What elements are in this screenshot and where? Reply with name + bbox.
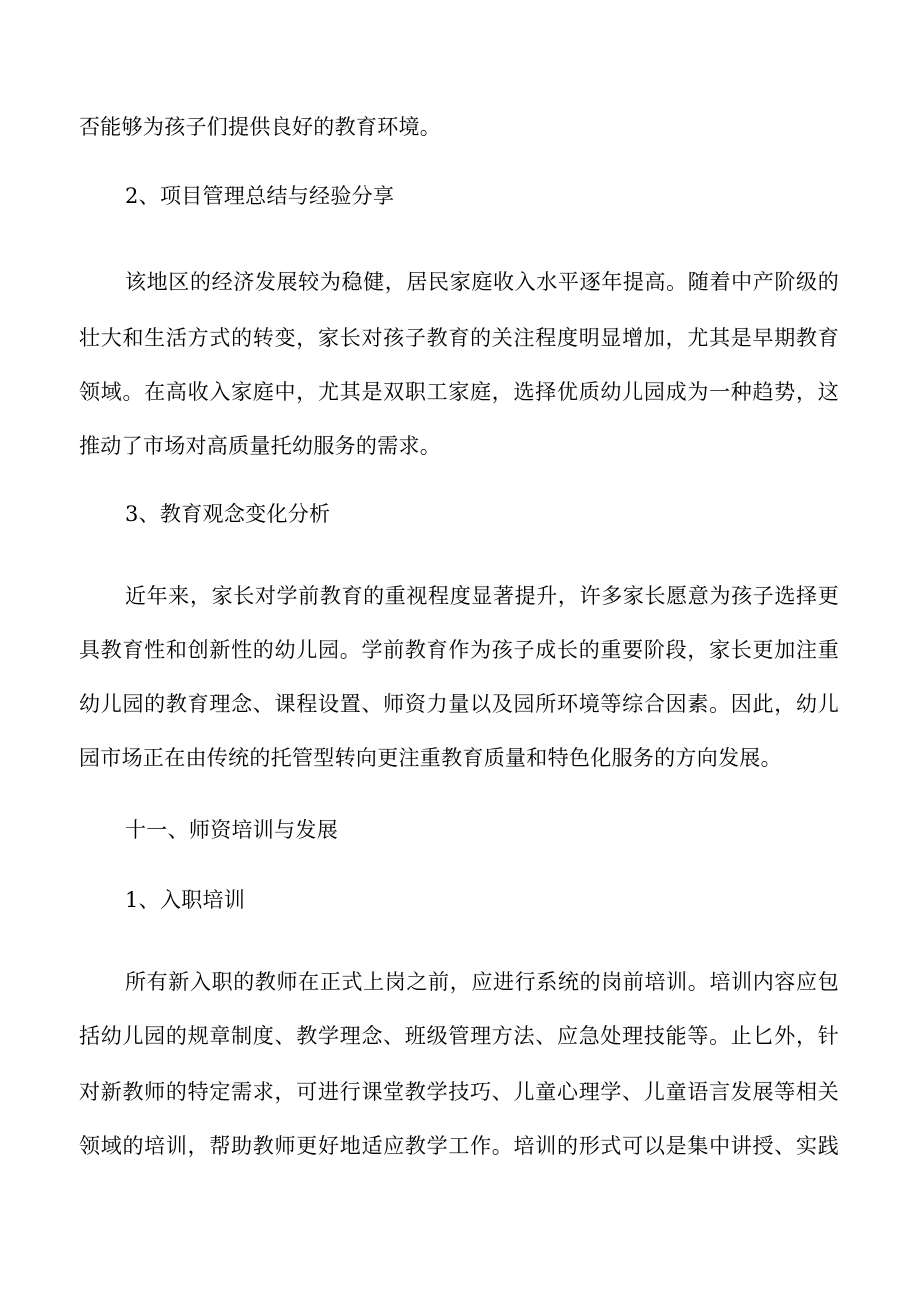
section-heading: 2、项目管理总结与经验分享 bbox=[125, 184, 395, 208]
paragraph-continuation-line: 否能够为孩子们提供良好的教育环境。 bbox=[79, 115, 442, 139]
paragraph-line: 领域的培训，帮助教师更好地适应教学工作。培训的形式可以是集中讲授、实践 bbox=[79, 1134, 839, 1158]
paragraph-line: 该地区的经济发展较为稳健，居民家庭收入水平逐年提高。随着中产阶级的 bbox=[125, 270, 839, 294]
paragraph-line: 园市场正在由传统的托管型转向更注重教育质量和特色化服务的方向发展。 bbox=[79, 746, 782, 770]
paragraph-line: 近年来，家长对学前教育的重视程度显著提升，许多家长愿意为孩子选择更 bbox=[125, 584, 839, 608]
chapter-heading: 十一、师资培训与发展 bbox=[125, 818, 338, 842]
section-heading: 3、教育观念变化分析 bbox=[125, 502, 331, 526]
paragraph-line: 领域。在高收入家庭中，尤其是双职工家庭，选择优质幼儿园成为一种趋势，这 bbox=[79, 380, 839, 404]
paragraph-line: 具教育性和创新性的幼儿园。学前教育作为孩子成长的重要阶段，家长更加注重 bbox=[79, 638, 839, 662]
paragraph-line: 对新教师的特定需求，可进行课堂教学技巧、儿童心理学、儿童语言发展等相关 bbox=[79, 1080, 839, 1104]
paragraph-line: 推动了市场对高质量托幼服务的需求。 bbox=[79, 434, 442, 458]
paragraph-line: 壮大和生活方式的转变，家长对孩子教育的关注程度明显增加，尤其是早期教育 bbox=[79, 326, 839, 350]
paragraph-line: 所有新入职的教师在正式上岗之前，应进行系统的岗前培训。培训内容应包 bbox=[125, 970, 839, 994]
paragraph-line: 幼儿园的教育理念、课程设置、师资力量以及园所环境等综合因素。因此，幼儿 bbox=[79, 692, 839, 716]
paragraph-line: 括幼儿园的规章制度、教学理念、班级管理方法、应急处理技能等。止匕外，针 bbox=[79, 1024, 839, 1048]
section-heading: 1、入职培训 bbox=[125, 888, 246, 912]
